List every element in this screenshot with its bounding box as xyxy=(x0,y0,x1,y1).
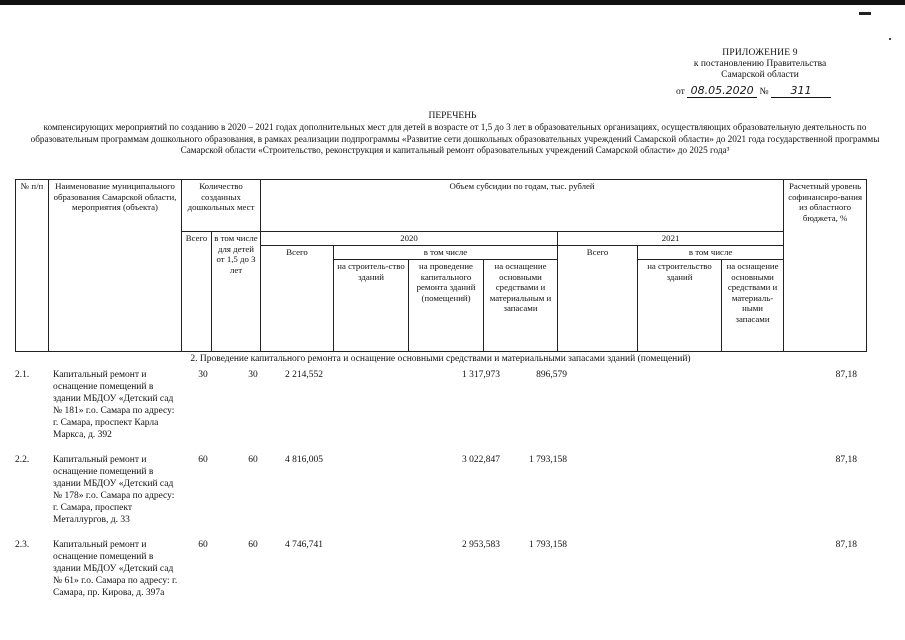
row-equip-2020: 1 793,158 xyxy=(529,455,567,465)
scan-top-border xyxy=(0,0,905,5)
header-2020-total: Всего xyxy=(261,246,334,352)
decree-date: 08.05.2020 xyxy=(690,84,754,97)
header-year-2020: 2020 xyxy=(261,232,558,246)
row-rate: 87,18 xyxy=(835,540,857,550)
header-rate: Расчетный уровень софинансиро-вания из областного бюджета, % xyxy=(784,180,867,352)
scan-mark xyxy=(859,12,871,15)
header-count: Количество созданных дошкольных мест xyxy=(182,180,261,232)
appendix-block xyxy=(660,48,860,81)
row-number: 2.3. xyxy=(15,540,30,550)
table-row xyxy=(15,369,866,454)
header-2020-build: на строитель-ство зданий xyxy=(334,260,409,352)
row-name: Капитальный ремонт и оснащение помещений в здании МБДОУ «Детский сад № 181» г.о. Самара по адресу: г. Самара, проспект Карла Маркса, д. 392 xyxy=(53,370,175,440)
row-places-small: 60 xyxy=(248,540,258,550)
scan-dot xyxy=(889,38,891,40)
row-rate: 87,18 xyxy=(835,370,857,380)
row-repair-2020: 1 317,973 xyxy=(462,370,500,380)
row-number: 2.1. xyxy=(15,370,30,380)
header-count-total: Всего xyxy=(182,232,212,352)
header-2021-total: Всего xyxy=(558,246,638,352)
header-name: Наименование муниципального образования Самарской области, мероприятия (объекта) xyxy=(49,180,182,352)
table-row xyxy=(15,454,866,539)
row-equip-2020: 896,579 xyxy=(536,370,567,380)
decree-number: 311 xyxy=(790,84,812,97)
header-count-small: в том числе для детей от 1,5 до 3 лет xyxy=(212,232,261,352)
header-2020-repair: на проведение капитального ремонта зданий (помещений) xyxy=(409,260,484,352)
row-repair-2020: 3 022,847 xyxy=(462,455,500,465)
header-2020-including: в том числе xyxy=(334,246,558,260)
subsidy-table-header xyxy=(15,179,867,352)
row-name: Капитальный ремонт и оснащение помещений в здании МБДОУ «Детский сад № 178» г.о. Самара по адресу: г. Самара, проспект Металлургов, д. 33 xyxy=(53,455,175,525)
appendix-line-2: Самарской области xyxy=(721,70,799,80)
header-subsidy: Объем субсидии по годам, тыс. рублей xyxy=(261,180,784,232)
header-no: № п/п xyxy=(16,180,49,352)
row-places-total: 60 xyxy=(198,540,208,550)
document-title: ПЕРЕЧЕНЬ xyxy=(428,111,477,121)
row-places-total: 30 xyxy=(198,370,208,380)
table-body xyxy=(15,369,866,624)
row-repair-2020: 2 953,583 xyxy=(462,540,500,550)
appendix-title: ПРИЛОЖЕНИЕ 9 xyxy=(722,48,798,58)
appendix-line-1: к постановлению Правительства xyxy=(693,59,827,69)
row-rate: 87,18 xyxy=(835,455,857,465)
row-number: 2.2. xyxy=(15,455,30,465)
row-places-small: 30 xyxy=(248,370,258,380)
row-equip-2020: 1 793,158 xyxy=(529,540,567,550)
header-2021-build: на строительство зданий xyxy=(638,260,722,352)
row-total-2020: 4 816,005 xyxy=(285,455,323,465)
date-prefix: от xyxy=(676,87,685,97)
header-2021-including: в том числе xyxy=(638,246,784,260)
section-title: 2. Проведение капитального ремонта и оснащение основными средствами и материальными запасами зданий (помещений) xyxy=(190,354,691,364)
row-places-small: 60 xyxy=(248,455,258,465)
row-total-2020: 2 214,552 xyxy=(285,370,323,380)
row-places-total: 60 xyxy=(198,455,208,465)
header-2020-equip: на оснащение основными средствами и материальным и запасами xyxy=(484,260,558,352)
number-prefix: № xyxy=(759,87,769,97)
decree-date-line xyxy=(676,84,836,98)
header-year-2021: 2021 xyxy=(558,232,784,246)
row-name: Капитальный ремонт и оснащение помещений в здании МБДОУ «Детский сад № 61» г.о. Самара по адресу: г. Самара, пр. Кирова, д. 397а xyxy=(53,540,178,598)
table-row xyxy=(15,539,866,624)
row-total-2020: 4 746,741 xyxy=(285,540,323,550)
header-2021-equip: на оснащение основными средствами и материаль-ными запасами xyxy=(722,260,784,352)
document-subtitle: компенсирующих мероприятий по созданию в 2020 – 2021 годах дополнительных мест для детей в возрасте от 1,5 до 3 лет в образовательных организациях, осуществляющих образовательную деятельность по образовательным программам дошкольного образования, в рамках реализации подпрограммы «Развитие сети дошкольных образовательных учреждений Самарской области» до 2021 года государственной программы Самарской области «Строительство, реконструкция и капитальный ремонт образовательных учреждений Самарской области» до 2025 года³ xyxy=(30,122,880,155)
